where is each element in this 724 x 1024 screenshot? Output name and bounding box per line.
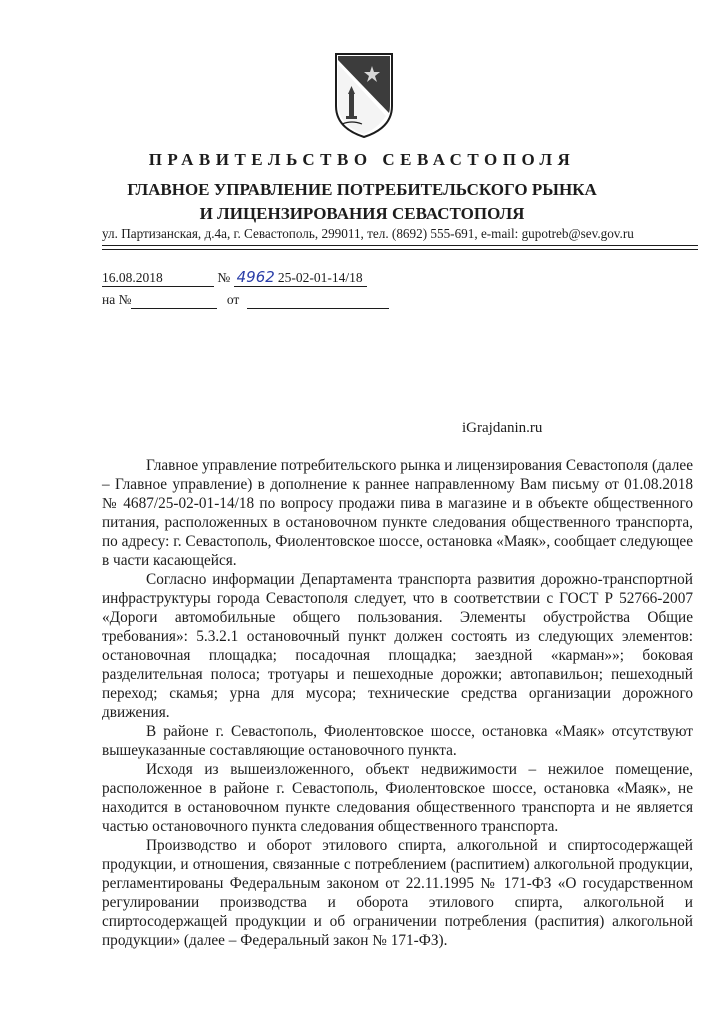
reply-number-blank xyxy=(131,292,217,309)
body-paragraph: Согласно информации Департамента транспорта развития дорожно-транспортной инфраструктуры города Севастополя следует, что в соответствии с ГОСТ Р 52766-2007 «Дороги автомобильные общего пользования. Элементы обустройства Общие требования»: 5.3.2.1 остановочный пункт должен состоять из следующих элементов: остановочная площадка; посадочная площадка; заездной «карман»»; боковая разделительная полоса; тротуары и пешеходные дорожки; автопавильон; пешеходный переход; скамья; урна для мусора; технические средства организации дорожного движения. xyxy=(102,571,693,721)
header-divider-thin xyxy=(102,249,698,250)
reply-from-label: от xyxy=(226,292,240,307)
recipient: iGrajdanin.ru xyxy=(462,420,543,436)
header-divider xyxy=(102,245,698,246)
reply-reference-line xyxy=(102,292,389,309)
body-paragraph: Исходя из вышеизложенного, объект недвижимости – нежилое помещение, расположенное в районе г. Севастополь, Фиолентовское шоссе, остановка «Маяк», не находится в остановочном пункте следования общественного транспорта и не является частью остановочного пункта следования общественного транспорта. xyxy=(102,761,693,835)
department-title-line2: И ЛИЦЕНЗИРОВАНИЯ СЕВАСТОПОЛЯ xyxy=(199,204,525,223)
body-paragraph: Главное управление потребительского рынка и лицензирования Севастополя (далее – Главное управление) в дополнение к раннее направленному Вам письму от 01.08.2018 № 4687/25-02-01-14/18 по вопросу продажи пива в магазине и в объекте общественного питания, расположенных в остановочном пункте следования общественного транспорта, по адресу: г. Севастополь, Фиолентовское шоссе, остановка «Маяк», сообщает следующее в части касающейся. xyxy=(102,457,693,569)
department-address: ул. Партизанская, д.4а, г. Севастополь, 299011, тел. (8692) 555-691, e-mail: gupotreb@sev.gov.ru xyxy=(102,226,634,241)
letter-body xyxy=(102,456,693,950)
number-sign: № xyxy=(217,270,231,285)
letter-number xyxy=(234,268,367,287)
department-title-line1: ГЛАВНОЕ УПРАВЛЕНИЕ ПОТРЕБИТЕЛЬСКОГО РЫНКА xyxy=(127,180,597,199)
body-paragraph: В районе г. Севастополь, Фиолентовское шоссе, остановка «Маяк» отсутствуют вышеуказанные составляющие остановочного пункта. xyxy=(102,723,693,759)
government-title: ПРАВИТЕЛЬСТВО СЕВАСТОПОЛЯ xyxy=(148,150,576,169)
number-suffix: 25-02-01-14/18 xyxy=(277,270,363,285)
sevastopol-coat-of-arms-icon xyxy=(332,50,396,140)
handwritten-number: 4962 xyxy=(236,268,275,286)
reply-date-blank xyxy=(247,292,389,309)
registration-line xyxy=(102,268,367,287)
body-paragraph: Производство и оборот этилового спирта, алкогольной и спиртосодержащей продукции, и отношения, связанные с потреблением (распитием) алкогольной продукции, регламентированы Федеральным законом от 22.11.1995 № 171-ФЗ «О государственном регулировании производства и оборота этилового спирта, алкогольной и спиртосодержащей продукции и об ограничении потребления (распития) алкогольной продукции» (далее – Федеральный закон № 171-ФЗ). xyxy=(102,837,693,949)
reply-to-label: на № xyxy=(102,292,132,307)
letter-date: 16.08.2018 xyxy=(102,270,214,287)
